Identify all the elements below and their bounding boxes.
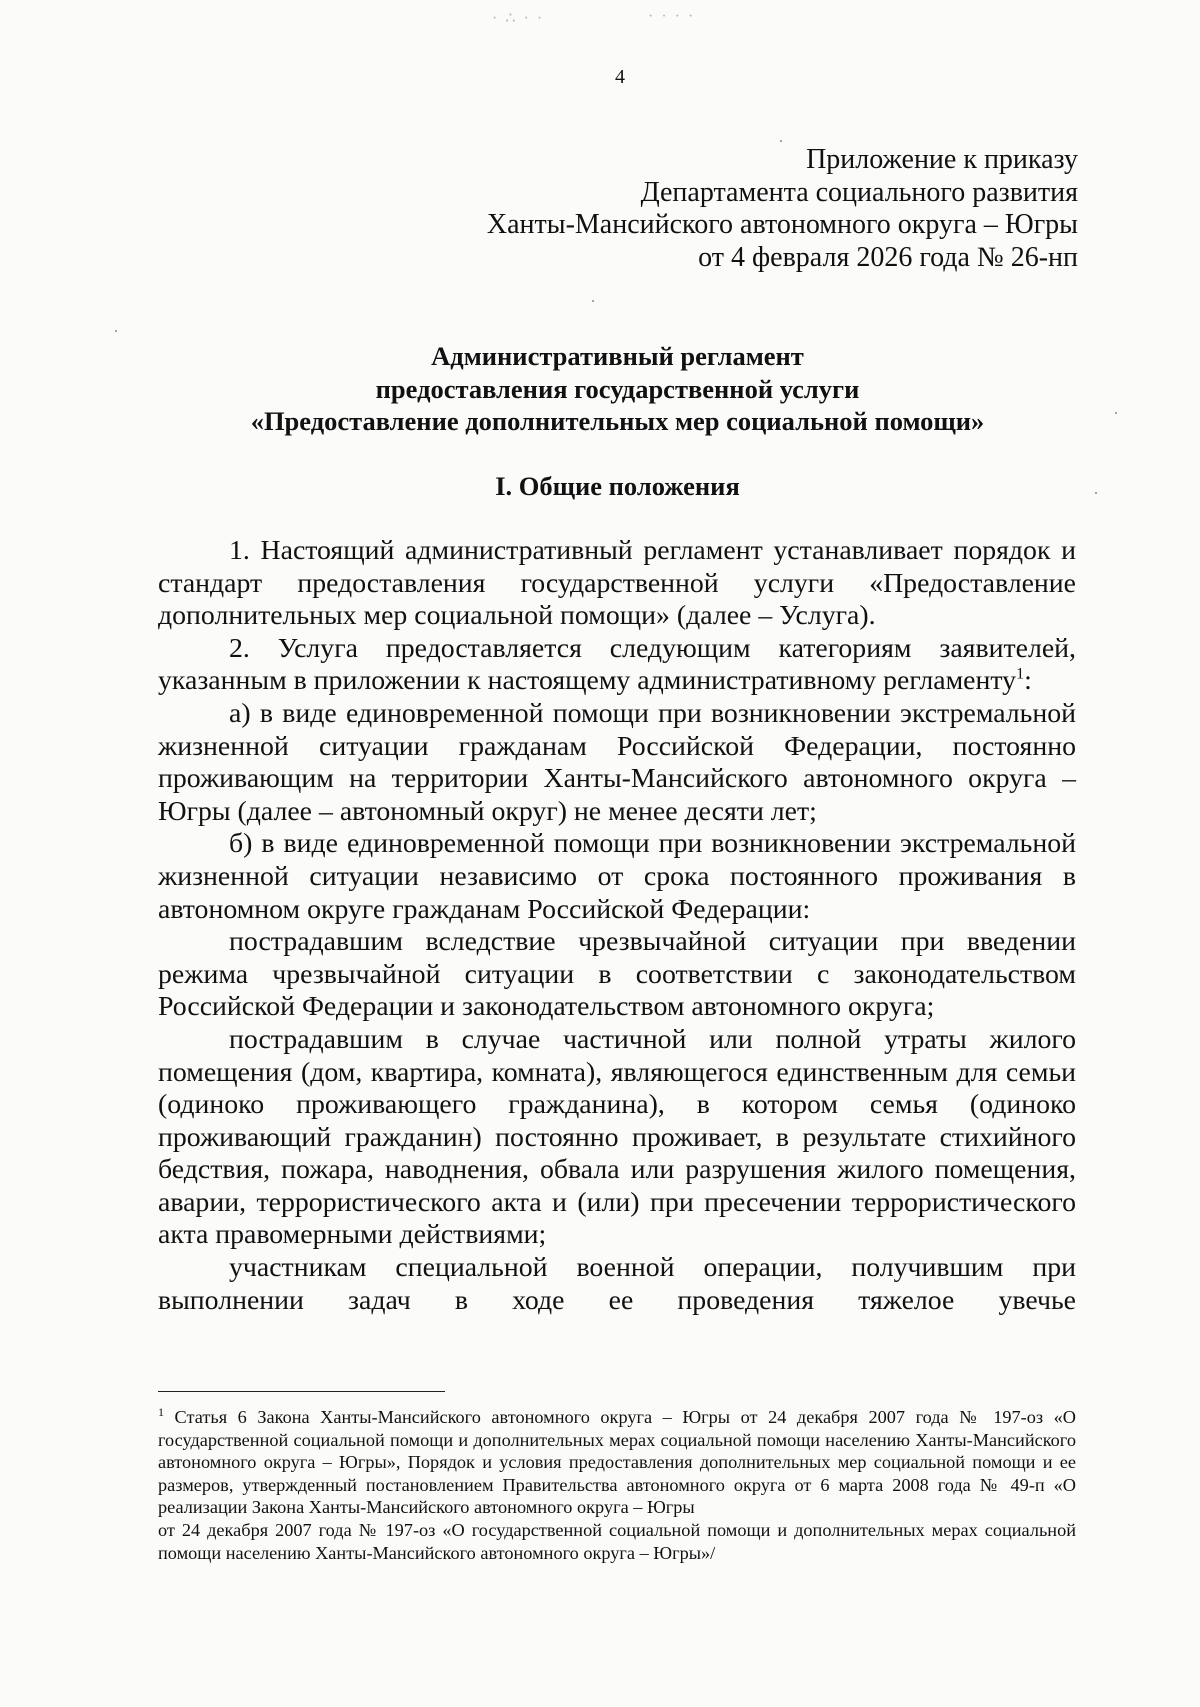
paragraph-text: 2. Услуга предоставляется следующим категориям заявителей, указанным в приложении к настоящему административному регламенту <box>158 632 1076 697</box>
footnote-reference: 1 <box>1016 666 1025 684</box>
scan-speck <box>1115 412 1117 414</box>
scan-artifact-mark: · · · · <box>648 8 696 25</box>
paragraph-punctuation: : <box>1024 665 1032 697</box>
scan-speck <box>115 330 117 332</box>
footnote <box>158 1406 1076 1564</box>
scan-speck <box>1095 492 1097 494</box>
approval-line: Департамента социального развития <box>640 176 1078 208</box>
scan-speck <box>780 140 782 142</box>
paragraph: а) в виде единовременной помощи при возникновении экстремальной жизненной ситуации гражданам Российской Федерации, постоянно проживающим на территории Ханты-Мансийского автономного округа – Югры (далее – автономный округ) не менее десяти лет; <box>158 697 1076 827</box>
paragraph: 1. Настоящий административный регламент устанавливает порядок и стандарт предоставления государственной услуги «Предоставление дополнительных мер социальной помощи» (далее – Услуга). <box>158 535 1076 632</box>
section-heading: I. Общие положения <box>495 471 740 501</box>
paragraph: участникам специальной военной операции, получившим при выполнении задач в ходе ее проведения тяжелое увечье <box>158 1252 1076 1316</box>
approval-line: Ханты-Мансийского автономного округа – Югры <box>486 209 1078 240</box>
page-number: 4 <box>615 66 625 88</box>
paragraph <box>158 633 1076 698</box>
document-body <box>158 535 1076 1317</box>
footnote-text <box>158 1406 1076 1519</box>
footnote-divider <box>158 1391 445 1392</box>
scan-speck <box>592 300 594 302</box>
approval-line: Приложение к приказу <box>806 144 1078 175</box>
footnote-text: от 24 декабря 2007 года № 197-оз «О государственной социальной помощи и дополнительных мерах социальной помощи населению Ханты-Мансийского автономного округа – Югры»/ <box>158 1519 1076 1563</box>
paragraph: пострадавшим вследствие чрезвычайной ситуации при введении режима чрезвычайной ситуации в соответствии с законодательством Российской Федерации и законодательством автономного округа; <box>158 926 1076 1023</box>
footnote-marker: 1 <box>158 1404 164 1419</box>
title-line: Административный регламент <box>431 341 804 371</box>
approval-header <box>378 144 1078 274</box>
scan-artifact-mark: · ∴ · · <box>492 10 545 27</box>
paragraph: пострадавшим в случае частичной или полной утраты жилого помещения (дом, квартира, комната), являющегося единственным для семьи (одиноко проживающего гражданина), в котором семья (одиноко проживающий гражданин) постоянно проживает, в результате стихийного бедствия, пожара, наводнения, обвала или разрушения жилого помещения, аварии, террористического акта и (или) при пресечении террористического акта правомерными действиями; <box>158 1023 1076 1251</box>
title-line: предоставления государственной услуги <box>375 373 860 404</box>
title-line: «Предоставление дополнительных мер социальной помощи» <box>250 406 985 436</box>
document-title <box>150 340 1085 438</box>
paragraph: б) в виде единовременной помощи при возникновении экстремальной жизненной ситуации независимо от срока постоянного проживания в автономном округе гражданам Российской Федерации: <box>158 828 1076 925</box>
footnote-body: Статья 6 Закона Ханты-Мансийского автономного округа – Югры от 24 декабря 2007 года № 197-оз «О государственной социальной помощи и дополнительных мерах социальной помощи населению Ханты-Мансийского автономного округа – Югры», Порядок и условия предоставления дополнительных мер социальной помощи и ее размеров, утвержденный постановлением Правительства автономного округа от 6 марта 2008 года № 49-п «О реализации Закона Ханты-Мансийского автономного округа – Югры <box>158 1407 1076 1518</box>
approval-line: от 4 февраля 2026 года № 26-нп <box>698 241 1078 273</box>
